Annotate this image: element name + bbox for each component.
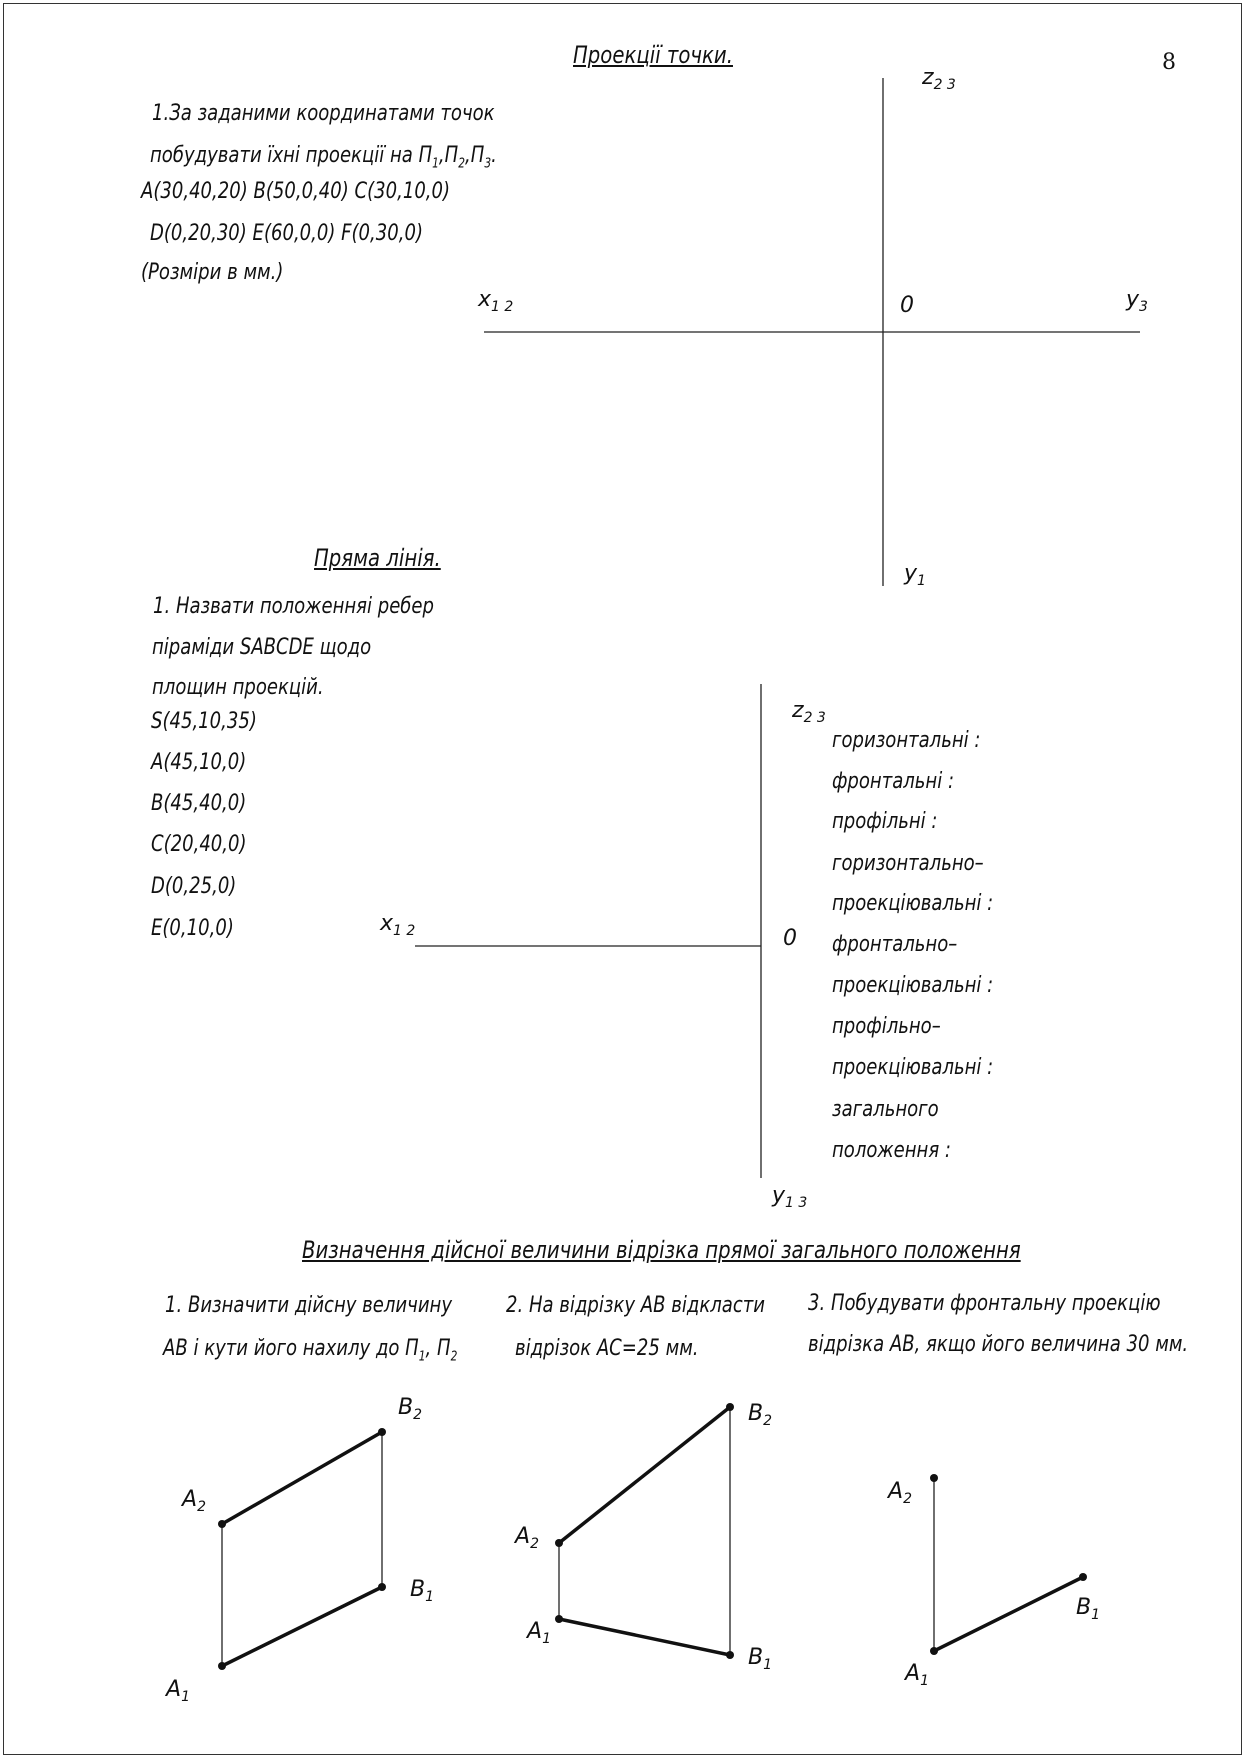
d1-segment-A2B2	[222, 1432, 382, 1524]
point-A: A(45,10,0)	[151, 750, 247, 775]
diagram-2	[513, 1401, 772, 1673]
section2-task-line1: 1. Назвати положенняі ребер	[153, 594, 434, 619]
section2-task-line3: площин проекцій.	[152, 675, 324, 700]
category-profile: профільні :	[832, 809, 938, 834]
task3-line1: 3. Побудувати фронтальну проекцію	[808, 1291, 1161, 1316]
d3-point-A1	[930, 1647, 938, 1655]
diagram-1	[164, 1395, 434, 1705]
section3-title: Визначення дійсної величини відрізка прямої загального положення	[302, 1236, 1021, 1264]
axis-z-label-2: $z_{2 3}$	[792, 698, 826, 726]
axis-z-label-1: $z_{2 3}$	[922, 65, 956, 93]
point-D: D(0,25,0)	[151, 874, 237, 899]
d2-label-B2: $B_2$	[748, 1401, 773, 1429]
axis-y-label-2: $y_{1 3}$	[772, 1183, 808, 1211]
category-horizontal-proj-2: проекціювальні :	[832, 891, 994, 916]
d1-point-B1	[378, 1583, 386, 1591]
task2-line2: відрізок AC=25 мм.	[515, 1336, 699, 1361]
section2-title: Пряма лінія.	[314, 544, 441, 572]
section1-title: Проекції точки.	[573, 41, 733, 69]
section1-task-line2: побудувати їхні проекції на $П_1,П_2,П_3$.	[150, 143, 497, 172]
point-E: E(0,10,0)	[151, 916, 234, 941]
d2-point-A1	[555, 1615, 563, 1623]
category-general-1: загального	[832, 1097, 939, 1122]
d2-point-A2	[555, 1539, 563, 1547]
axis-y1-label: $y_1$	[904, 561, 926, 589]
category-frontal-proj-1: фронтально–	[832, 932, 958, 957]
category-profile-proj-1: профільно–	[832, 1014, 941, 1039]
d3-label-B1: $B_1$	[1076, 1595, 1101, 1623]
origin-label-2: 0	[783, 926, 797, 951]
axis-x-label-1: $x_{1 2}$	[478, 287, 514, 315]
d2-label-A2: $A_2$	[515, 1524, 539, 1552]
category-frontal: фронтальні :	[832, 769, 955, 794]
d3-point-A2	[930, 1474, 938, 1482]
category-profile-proj-2: проекціювальні :	[832, 1055, 994, 1080]
d2-point-B1	[726, 1651, 734, 1659]
origin-label-1: 0	[900, 293, 914, 318]
task2-line1: 2. На відрізку AB відкласти	[506, 1293, 765, 1318]
d1-label-A2: $A_2$	[182, 1487, 206, 1515]
section1-task-line1: 1.За заданими координатами точок	[152, 101, 495, 126]
d3-point-B1	[1079, 1573, 1087, 1581]
category-general-2: положення :	[832, 1138, 952, 1163]
d2-point-B2	[726, 1403, 734, 1411]
category-frontal-proj-2: проекціювальні :	[832, 973, 994, 998]
d2-segment-A1B1	[559, 1619, 730, 1655]
page-number: 8	[1162, 50, 1176, 75]
section1-coords-line2: D(0,20,30) E(60,0,0) F(0,30,0)	[150, 221, 423, 246]
d2-segment-A2B2	[559, 1407, 730, 1543]
diagram-3	[886, 1474, 1100, 1689]
task3-line2: відрізка AB, якщо його величина 30 мм.	[808, 1332, 1189, 1357]
point-B: B(45,40,0)	[151, 791, 247, 816]
d1-point-A2	[218, 1520, 226, 1528]
d3-label-A1: $A_1$	[905, 1661, 929, 1689]
point-S: S(45,10,35)	[151, 709, 257, 734]
d1-point-A1	[218, 1662, 226, 1670]
d1-label-A1: $A_1$	[166, 1677, 190, 1705]
d3-segment-A1B1	[934, 1577, 1083, 1651]
d1-label-B1: $B_1$	[410, 1577, 435, 1605]
task1-line2: AB і кути його нахилу до $П_1$, $П_2$	[163, 1336, 458, 1365]
d3-label-A2: $A_2$	[888, 1479, 912, 1507]
axis-y3-label: $y_3$	[1126, 287, 1148, 315]
axis-x-label-2: $x_{1 2}$	[380, 911, 416, 939]
d2-label-A1: $A_1$	[527, 1619, 551, 1647]
d2-label-B1: $B_1$	[748, 1645, 773, 1673]
point-C: C(20,40,0)	[151, 832, 247, 857]
section1-note: (Розміри в мм.)	[141, 260, 284, 285]
d1-segment-A1B1	[222, 1587, 382, 1666]
category-horizontal: горизонтальні :	[832, 728, 981, 753]
section1-coords-line1: A(30,40,20) B(50,0,40) C(30,10,0)	[141, 179, 451, 204]
category-horizontal-proj-1: горизонтально–	[832, 851, 984, 876]
section2-task-line2: піраміди SABCDE щодо	[152, 635, 372, 660]
task1-line1: 1. Визначити дійсну величину	[165, 1293, 453, 1318]
d1-label-B2: $B_2$	[398, 1395, 423, 1423]
d1-point-B2	[378, 1428, 386, 1436]
